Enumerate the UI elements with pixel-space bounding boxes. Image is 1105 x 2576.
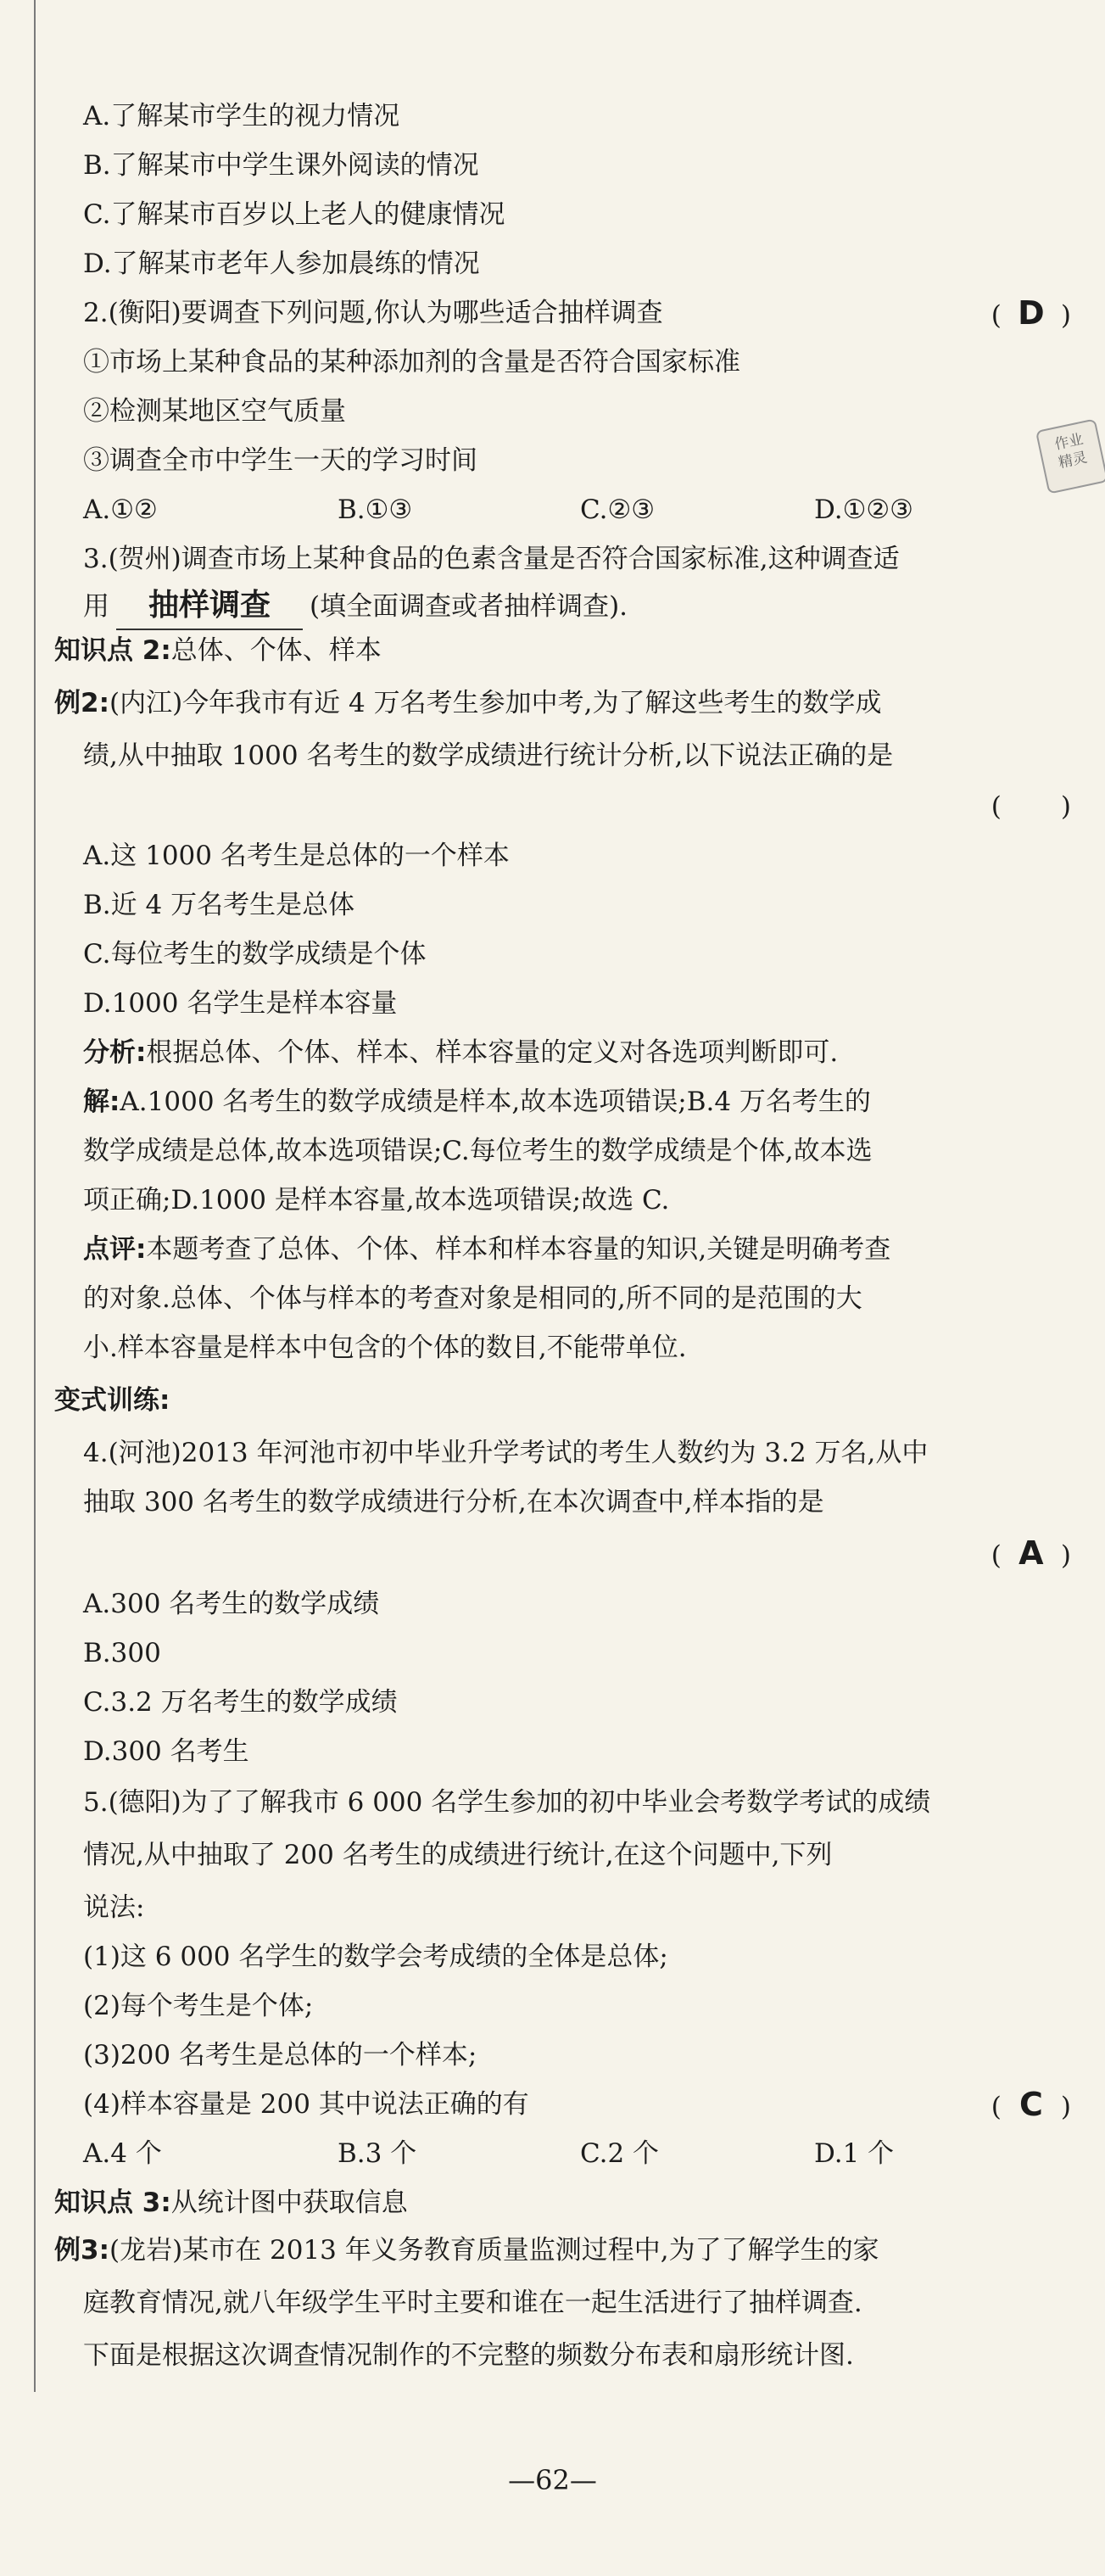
ex2-comment-2: 的对象.总体、个体与样本的考查对象是相同的,所不同的是范围的大 — [83, 1283, 862, 1314]
q2-item-3: ③调查全市中学生一天的学习时间 — [83, 445, 477, 476]
ex2-option-a: A.这 1000 名考生是总体的一个样本 — [83, 841, 510, 871]
q5-line-2: 情况,从中抽取了 200 名考生的成绩进行统计,在这个问题中,下列 — [83, 1840, 833, 1870]
variant-label: 变式训练: — [54, 1385, 170, 1416]
q2-item-2: ②检测某地区空气质量 — [83, 396, 346, 427]
q3-prefix: 用 — [83, 591, 109, 622]
q3-suffix: (填全面调查或者抽样调查). — [310, 591, 628, 622]
q5-option-a: A.4 个 — [83, 2138, 162, 2169]
ex2-solution-label: 解: — [83, 1087, 120, 1117]
q3-line-1: 3.(贺州)调查市场上某种食品的色素含量是否符合国家标准,这种调查适 — [83, 544, 900, 574]
q5-statement-1: (1)这 6 000 名学生的数学会考成绩的全体是总体; — [83, 1942, 668, 1972]
q5-statement-4: (4)样本容量是 200 其中说法正确的有 — [83, 2089, 529, 2120]
ex2-line-2: 绩,从中抽取 1000 名考生的数学成绩进行统计分析,以下说法正确的是 — [83, 740, 894, 771]
kp3-label: 知识点 3: — [54, 2188, 171, 2218]
ex2-comment-label: 点评: — [83, 1234, 147, 1265]
q5-answer-paren: ( C ) — [991, 2075, 1071, 2137]
ex3-line-3: 下面是根据这次调查情况制作的不完整的频数分布表和扇形统计图. — [83, 2340, 854, 2371]
q1-option-d: D.了解某市老年人参加晨练的情况 — [83, 249, 480, 279]
ex2-comment-3: 小.样本容量是样本中包含的个体的数目,不能带单位. — [83, 1333, 687, 1363]
ex3-text-1: (龙岩)某市在 2013 年义务教育质量监测过程中,为了了解学生的家 — [109, 2235, 879, 2266]
kp3-text: 从统计图中获取信息 — [170, 2188, 408, 2218]
q5-option-c: C.2 个 — [580, 2138, 660, 2169]
variant-label-row — [0, 1371, 1105, 1430]
q2-option-a: A.①② — [83, 495, 158, 525]
q4-answer-paren: ( A ) — [991, 1523, 1071, 1585]
q4-option-d: D.300 名考生 — [83, 1736, 249, 1767]
ex2-option-b: B.近 4 万名考生是总体 — [83, 890, 355, 920]
q4-option-b: B.300 — [83, 1638, 161, 1668]
kp2-row — [0, 621, 1105, 680]
q4-answer: A — [1018, 1534, 1044, 1572]
ex2-analysis-label: 分析: — [83, 1037, 147, 1068]
ex2-solution-3: 项正确;D.1000 是样本容量,故本选项错误;故选 C. — [83, 1185, 670, 1215]
q5-option-d: D.1 个 — [814, 2138, 895, 2169]
q3-filled-answer: 抽样调查 — [116, 583, 303, 630]
stamp-line-1: 作业 — [1052, 431, 1085, 454]
q5-statement-2: (2)每个考生是个体; — [83, 1991, 314, 2021]
page-number: —62— — [508, 2464, 597, 2496]
q5-statement-3: (3)200 名考生是总体的一个样本; — [83, 2040, 477, 2070]
ex2-option-d: D.1000 名学生是样本容量 — [83, 988, 398, 1019]
q1-option-b: B.了解某市中学生课外阅读的情况 — [83, 150, 479, 181]
q4-option-c: C.3.2 万名考生的数学成绩 — [83, 1687, 398, 1718]
ex3-label: 例3: — [54, 2235, 109, 2266]
ex2-solution-text-1: A.1000 名考生的数学成绩是样本,故本选项错误;B.4 万名考生的 — [120, 1087, 871, 1117]
ex2-solution-2: 数学成绩是总体,故本选项错误;C.每位考生的数学成绩是个体,故本选 — [83, 1136, 873, 1166]
kp2-label: 知识点 2: — [54, 635, 171, 666]
ex2-line-1 — [0, 673, 1105, 733]
ex2-answer-paren: ( ) — [991, 791, 1071, 822]
q1-option-a: A.了解某市学生的视力情况 — [83, 101, 400, 131]
q2-answer: D — [1018, 294, 1045, 332]
q5-option-b: B.3 个 — [338, 2138, 417, 2169]
q2-stem: 2.(衡阳)要调查下列问题,你认为哪些适合抽样调查 — [83, 298, 663, 328]
q5-line-3: 说法: — [83, 1892, 145, 1923]
q4-line-1: 4.(河池)2013 年河池市初中毕业升学考试的考生人数约为 3.2 万名,从中 — [83, 1438, 929, 1468]
q2-item-1: ①市场上某种食品的某种添加剂的含量是否符合国家标准 — [83, 347, 740, 377]
ex3-line-2: 庭教育情况,就八年级学生平时主要和谁在一起生活进行了抽样调查. — [83, 2288, 862, 2318]
ex2-text-1: (内江)今年我市有近 4 万名考生参加中考,为了解这些考生的数学成 — [109, 688, 882, 718]
ex3-line-1 — [0, 2221, 1105, 2280]
q4-line-2: 抽取 300 名考生的数学成绩进行分析,在本次调查中,样本指的是 — [83, 1487, 824, 1517]
ex2-label: 例2: — [54, 688, 109, 718]
ex2-analysis-text: 根据总体、个体、样本、样本容量的定义对各选项判断即可. — [146, 1037, 839, 1068]
ex2-comment-text-1: 本题考查了总体、个体、样本和样本容量的知识,关键是明确考查 — [146, 1234, 891, 1265]
kp2-text: 总体、个体、样本 — [170, 635, 382, 666]
stamp-line-2: 精灵 — [1057, 449, 1089, 472]
q2-option-b: B.①③ — [338, 495, 413, 525]
q4-option-a: A.300 名考生的数学成绩 — [83, 1589, 380, 1619]
q2-answer-paren: ( D ) — [991, 283, 1071, 345]
q1-option-c: C.了解某市百岁以上老人的健康情况 — [83, 199, 505, 230]
ex2-option-c: C.每位考生的数学成绩是个体 — [83, 939, 427, 969]
q2-option-d: D.①②③ — [814, 495, 913, 525]
q2-option-c: C.②③ — [580, 495, 656, 525]
q5-answer: C — [1018, 2086, 1043, 2123]
q5-line-1: 5.(德阳)为了了解我市 6 000 名学生参加的初中毕业会考数学考试的成绩 — [83, 1787, 931, 1818]
